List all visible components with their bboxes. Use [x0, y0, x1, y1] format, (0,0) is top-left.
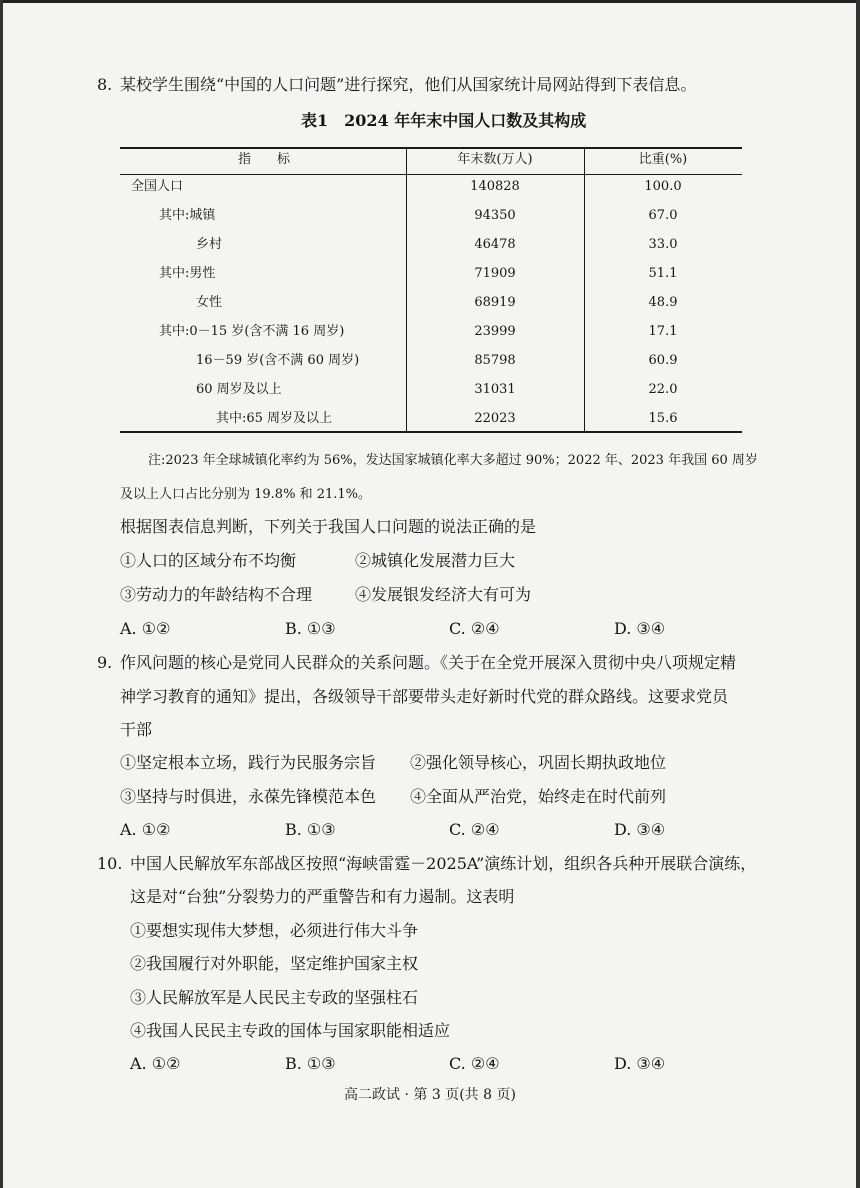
page-border-right	[856, 0, 860, 1188]
q9-stem-line3: 干部	[120, 720, 153, 739]
q9-option-2: ②强化领导核心，巩固长期执政地位	[410, 753, 667, 772]
q9-choice-c: C. ②④	[449, 820, 500, 839]
table-row-label: 乡村	[196, 237, 223, 252]
table-row-label: 其中:城镇	[159, 208, 216, 223]
q9-option-4: ④全面从严治党，始终走在时代前列	[410, 787, 667, 806]
table-bottom-rule	[120, 431, 742, 433]
table-row-count: 22023	[474, 411, 516, 426]
table-header-indicator: 指 标	[237, 152, 291, 167]
q10-stem-line2: 这是对“台独”分裂势力的严重警告和有力遏制。这表明	[130, 887, 515, 906]
q8-option-4: ④发展银发经济大有可为	[355, 585, 532, 604]
q9-stem-line1: 作风问题的核心是党同人民群众的关系问题。《关于在全党开展深入贯彻中央八项规定精	[120, 653, 737, 672]
table-column-divider	[406, 148, 407, 432]
table-row-count: 46478	[474, 237, 516, 252]
table-header-share: 比重(%)	[638, 152, 688, 167]
table-row-share: 15.6	[648, 411, 678, 426]
table-title: 表1 2024 年年末中国人口数及其构成	[301, 111, 587, 130]
table-row-count: 31031	[474, 382, 516, 397]
q8-option-1: ①人口的区域分布不均衡	[120, 551, 297, 570]
table-row-share: 22.0	[648, 382, 678, 397]
table-row-label: 其中:65 周岁及以上	[216, 411, 333, 426]
q9-choice-b: B. ①③	[285, 820, 336, 839]
page-border-left	[0, 0, 3, 1188]
table-row-count: 23999	[474, 324, 516, 339]
q8-option-3: ③劳动力的年龄结构不合理	[120, 585, 313, 604]
q10-choice-d: D. ③④	[614, 1054, 666, 1073]
q10-number: 10.	[97, 854, 123, 873]
q10-option-4: ④我国人民民主专政的国体与国家职能相适应	[130, 1021, 451, 1040]
q10-choice-a: A. ①②	[130, 1054, 181, 1073]
table-row-label: 60 周岁及以上	[196, 382, 282, 397]
q10-choice-c: C. ②④	[449, 1054, 500, 1073]
table-row-label: 女性	[196, 295, 223, 310]
table-row-share: 33.0	[648, 237, 678, 252]
page-footer: 高二政试 · 第 3 页(共 8 页)	[344, 1087, 516, 1103]
q10-option-3: ③人民解放军是人民民主专政的坚强柱石	[130, 988, 419, 1007]
table-row-share: 17.1	[648, 324, 678, 339]
q8-number: 8.	[97, 75, 113, 94]
page-border-top	[0, 0, 860, 3]
table-row-label: 全国人口	[131, 179, 184, 194]
table-row-count: 68919	[474, 295, 516, 310]
table-top-rule	[120, 147, 742, 149]
q10-option-2: ②我国履行对外职能，坚定维护国家主权	[130, 954, 419, 973]
table-note-line2: 及以上人口占比分别为 19.8% 和 21.1%。	[120, 487, 371, 502]
q8-prompt: 根据图表信息判断，下列关于我国人口问题的说法正确的是	[120, 517, 537, 536]
q8-choice-d: D. ③④	[614, 619, 666, 638]
table-row-share: 100.0	[644, 179, 682, 194]
q8-choice-a: A. ①②	[120, 619, 171, 638]
q9-choice-a: A. ①②	[120, 820, 171, 839]
q9-choice-d: D. ③④	[614, 820, 666, 839]
table-row-share: 48.9	[648, 295, 678, 310]
table-note-line1: 注:2023 年全球城镇化率约为 56%，发达国家城镇化率大多超过 90%；2022 年、2023 年我国 60 周岁	[148, 453, 758, 468]
table-row-count: 71909	[474, 266, 516, 281]
table-column-divider	[584, 148, 585, 432]
table-row-share: 60.9	[648, 353, 678, 368]
q9-option-3: ③坚持与时俱进，永葆先锋模范本色	[120, 787, 377, 806]
q10-option-1: ①要想实现伟大梦想，必须进行伟大斗争	[130, 921, 419, 940]
table-row-share: 51.1	[648, 266, 678, 281]
q8-option-2: ②城镇化发展潜力巨大	[355, 551, 516, 570]
q10-choice-b: B. ①③	[285, 1054, 336, 1073]
table-row-label: 其中:0－15 岁(含不满 16 周岁)	[159, 324, 345, 339]
q8-choice-b: B. ①③	[285, 619, 336, 638]
table-row-count: 94350	[474, 208, 516, 223]
q9-stem-line2: 神学习教育的通知》提出，各级领导干部要带头走好新时代党的群众路线。这要求党员	[120, 687, 729, 706]
q8-stem: 某校学生围绕“中国的人口问题”进行探究，他们从国家统计局网站得到下表信息。	[120, 75, 697, 94]
table-row-label: 其中:男性	[159, 266, 216, 281]
table-row-count: 140828	[470, 179, 520, 194]
table-header-rule	[120, 174, 742, 175]
table-row-label: 16－59 岁(含不满 60 周岁)	[196, 353, 360, 368]
q9-option-1: ①坚定根本立场，践行为民服务宗旨	[120, 753, 377, 772]
table-row-share: 67.0	[648, 208, 678, 223]
table-row-count: 85798	[474, 353, 516, 368]
q10-stem-line1: 中国人民解放军东部战区按照“海峡雷霆－2025A”演练计划，组织各兵种开展联合演练，	[130, 854, 757, 873]
table-header-count: 年末数(万人)	[457, 152, 533, 167]
q8-choice-c: C. ②④	[449, 619, 500, 638]
q9-number: 9.	[97, 653, 113, 672]
